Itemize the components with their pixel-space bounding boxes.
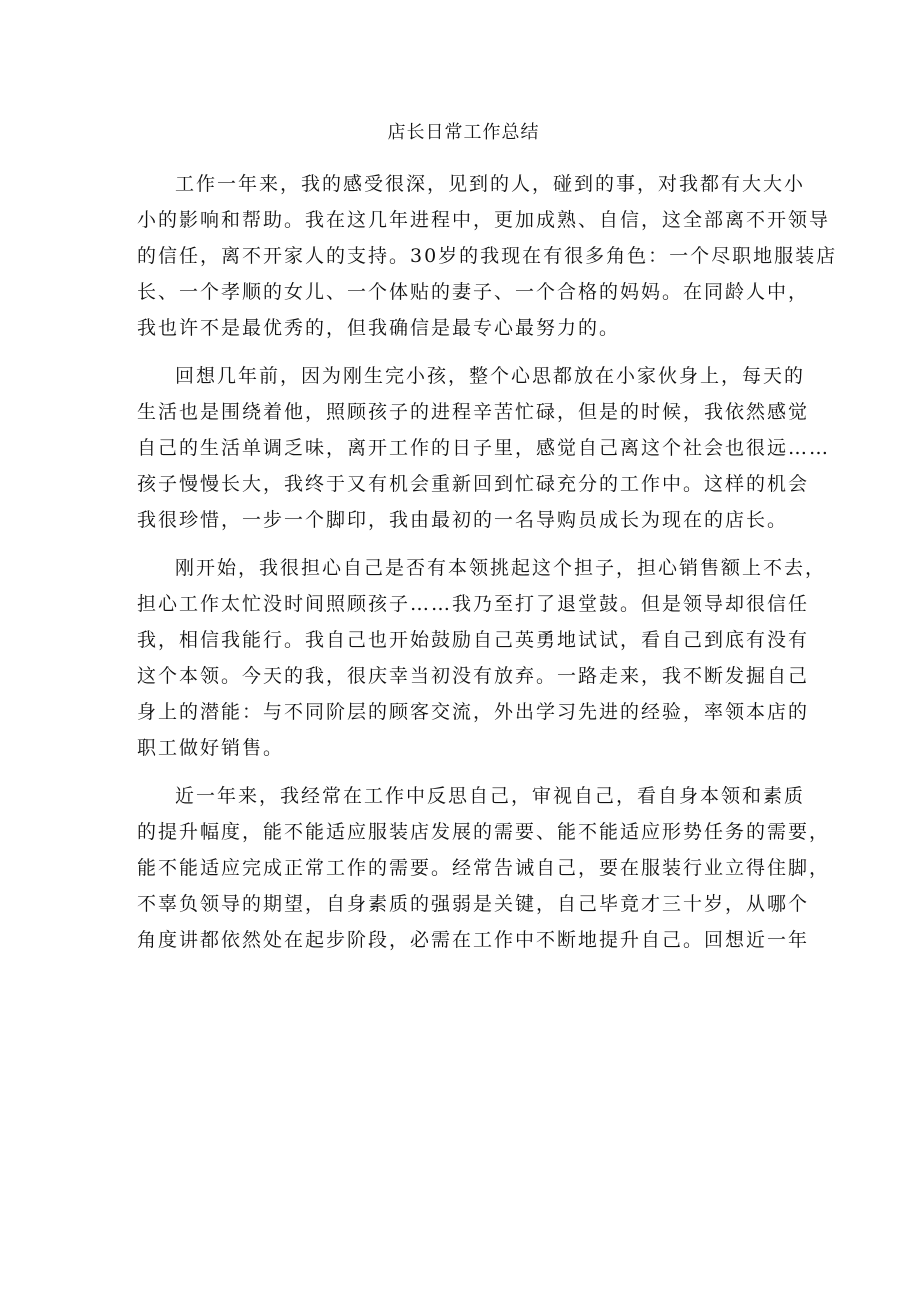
text-line: 身上的潜能：与不同阶层的顾客交流，外出学习先进的经验，率领本店的	[137, 701, 810, 723]
text-line: 工作一年来，我的感受很深，见到的人，碰到的事，对我都有大大小	[175, 173, 806, 195]
text-line: 长、一个孝顺的女儿、一个体贴的妻子、一个合格的妈妈。在同龄人中，	[137, 281, 810, 303]
paragraph-3	[137, 550, 827, 766]
text-line: 小的影响和帮助。我在这几年进程中，更加成熟、自信，这全部离不开领导	[137, 209, 831, 231]
document-title: 店长日常工作总结	[387, 122, 540, 143]
text-line: 我很珍惜，一步一个脚印，我由最初的一名导购员成长为现在的店长。	[137, 509, 789, 531]
text-line: 的信任，离不开家人的支持。30岁的我现在有很多角色：一个尽职地服装店	[137, 245, 838, 267]
text-line: 回想几年前，因为刚生完小孩，整个心思都放在小家伙身上，每天的	[175, 365, 806, 387]
text-line: 角度讲都依然处在起步阶段，必需在工作中不断地提升自己。回想近一年	[137, 929, 810, 951]
text-line: 自己的生活单调乏味，离开工作的日子里，感觉自己离这个社会也很远……	[137, 437, 831, 459]
text-line: 刚开始，我很担心自己是否有本领挑起这个担子，担心销售额上不去，	[175, 557, 827, 579]
text-line: 能不能适应完成正常工作的需要。经常告诫自己，要在服装行业立得住脚，	[137, 857, 831, 879]
text-line: 我也许不是最优秀的，但我确信是最专心最努力的。	[137, 317, 621, 339]
text-line: 的提升幅度，能不能适应服装店发展的需要、能不能适应形势任务的需要，	[137, 821, 831, 843]
text-line: 近一年来，我经常在工作中反思自己，审视自己，看自身本领和素质	[175, 785, 806, 807]
text-line: 生活也是围绕着他，照顾孩子的进程辛苦忙碌，但是的时候，我依然感觉	[137, 401, 810, 423]
text-line: 不辜负领导的期望，自身素质的强弱是关键，自己毕竟才三十岁，从哪个	[137, 893, 810, 915]
text-line: 担心工作太忙没时间照顾孩子……我乃至打了退堂鼓。但是领导却很信任	[137, 593, 810, 615]
paragraph-4	[137, 778, 831, 958]
paragraph-2	[137, 358, 831, 538]
text-line: 职工做好销售。	[137, 737, 285, 759]
paragraph-1	[137, 166, 838, 346]
text-line: 我，相信我能行。我自己也开始鼓励自己英勇地试试，看自己到底有没有	[137, 629, 810, 651]
text-line: 孩子慢慢长大，我终于又有机会重新回到忙碌充分的工作中。这样的机会	[137, 473, 810, 495]
text-line: 这个本领。今天的我，很庆幸当初没有放弃。一路走来，我不断发掘自己	[137, 665, 810, 687]
